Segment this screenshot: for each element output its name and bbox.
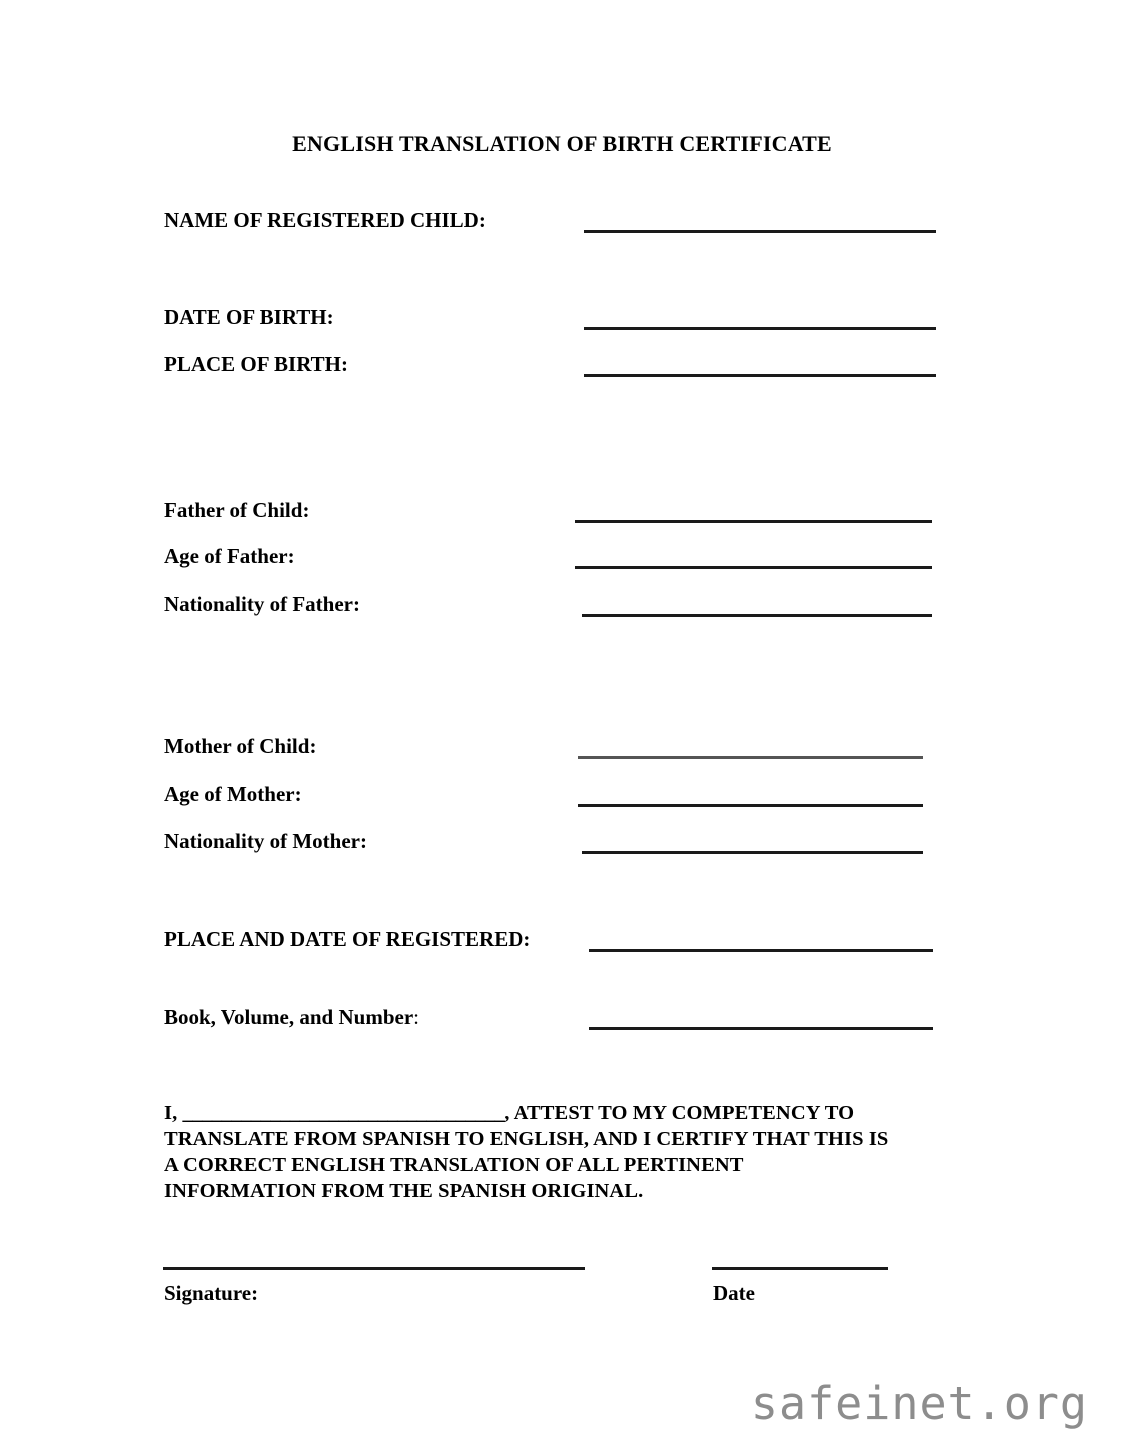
rule-nationality-of-mother[interactable] [582,851,923,854]
label-father-of-child: Father of Child: [164,498,310,522]
attestation-line-3: A CORRECT ENGLISH TRANSLATION OF ALL PERTINENT [164,1154,744,1176]
attestation-lead: I, [164,1102,178,1124]
watermark-safeinet: safeinet.org [750,1377,1088,1430]
field-row-mother-of-child [0,732,1124,762]
field-row-book-volume-and-number [0,1003,1124,1033]
label-nationality-of-mother: Nationality of Mother: [164,829,367,853]
label-signature: Signature: [164,1281,259,1305]
rule-age-of-mother[interactable] [578,804,923,807]
field-row-nationality-of-mother [0,827,1124,857]
rule-name-of-registered-child[interactable] [584,230,936,233]
rule-place-of-birth[interactable] [584,374,936,377]
label-place-of-birth: PLACE OF BIRTH: [164,352,348,376]
page-title: ENGLISH TRANSLATION OF BIRTH CERTIFICATE [292,131,832,156]
attestation-line-1 [164,1100,964,1126]
label-age-of-father: Age of Father: [164,544,295,568]
rule-book-volume-and-number[interactable] [589,1027,933,1030]
rule-place-and-date-of-registered[interactable] [589,949,933,952]
field-row-age-of-father [0,542,1124,572]
label-book-volume-and-number-text: Book, Volume, and Number [164,1005,414,1029]
label-nationality-of-father: Nationality of Father: [164,592,360,616]
rule-age-of-father[interactable] [575,566,932,569]
rule-date-of-birth[interactable] [584,327,936,330]
field-row-nationality-of-father [0,590,1124,620]
field-row-date-of-birth [0,303,1124,333]
rule-date[interactable] [712,1267,888,1270]
attestation-line-4: INFORMATION FROM THE SPANISH ORIGINAL. [164,1180,644,1202]
field-row-father-of-child [0,496,1124,526]
label-mother-of-child: Mother of Child: [164,734,317,758]
field-row-name-of-registered-child [0,206,1124,236]
rule-father-of-child[interactable] [575,520,932,523]
field-row-place-and-date-of-registered [0,925,1124,955]
label-name-of-registered-child: NAME OF REGISTERED CHILD: [164,208,486,232]
label-age-of-mother: Age of Mother: [164,782,302,806]
field-row-place-of-birth [0,350,1124,380]
rule-signature[interactable] [163,1267,585,1270]
label-place-and-date-of-registered: PLACE AND DATE OF REGISTERED: [164,927,531,951]
label-book-volume-and-number-colon: : [413,1005,419,1029]
label-date-of-birth: DATE OF BIRTH: [164,305,334,329]
field-row-age-of-mother [0,780,1124,810]
attestation-line-2: TRANSLATE FROM SPANISH TO ENGLISH, AND I CERTIFY THAT THIS IS [164,1128,889,1150]
label-book-volume-and-number [164,1003,419,1031]
rule-mother-of-child[interactable] [578,756,923,759]
attestation-paragraph [164,1100,964,1204]
attestation-line-1-rest: , ATTEST TO MY COMPETENCY TO [504,1102,855,1124]
attestation-name-blank[interactable]: _________________________________ [182,1102,505,1124]
rule-nationality-of-father[interactable] [582,614,932,617]
label-date: Date [713,1281,755,1305]
